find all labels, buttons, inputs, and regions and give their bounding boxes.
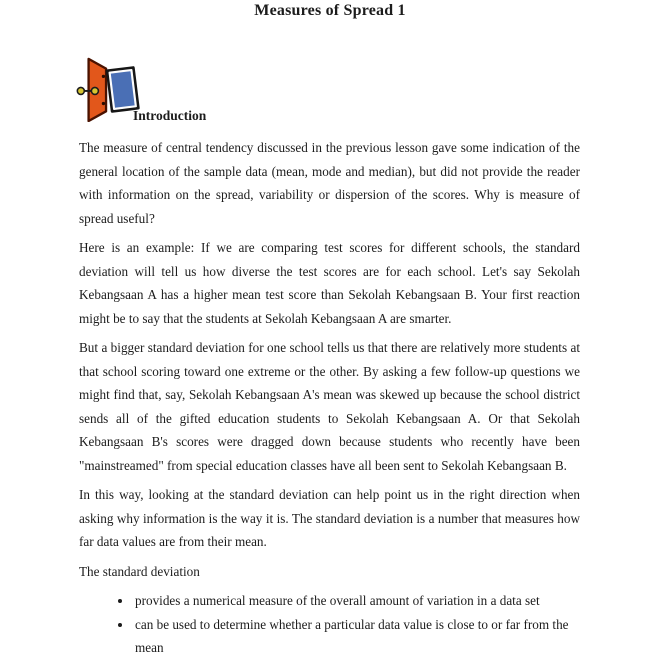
- door-panel: [106, 66, 140, 113]
- doorknob-outer: [77, 87, 84, 94]
- open-door-icon: [75, 56, 141, 122]
- paragraph-bigger-deviation: But a bigger standard deviation for one school tells us that there are relatively more students at that school scoring toward one extreme or the other. By asking a few follow-up questions we might find that, say, Sekolah Kebangsaan A's mean was skewed up because the school district sends all of the gifted education students to Sekolah Kebangsaan A. Or that Sekolah Kebangsaan B's scores were dragged down because students who recently have been "mainstreamed" from special education classes have all been sent to Sekolah Kebangsaan B.: [79, 340, 580, 473]
- bullet-list: [79, 589, 580, 660]
- list-intro: The standard deviation: [79, 563, 200, 579]
- paragraph-example-schools: Here is an example: If we are comparing test scores for different schools, the standard deviation will tell us how diverse the test scores are for each school. Let's say Sekolah Kebangsaan A has a higher mean test score than Sekolah Kebangsaan B. Your first reaction might be to say that the students at Sekolah Kebangsaan A are smarter.: [79, 240, 580, 326]
- paragraph-right-direction: In this way, looking at the standard deviation can help point us in the right direction when asking why information is the way it is. The standard deviation is a number that measures how far data values are from their mean.: [79, 487, 580, 549]
- bullet-item: • provides a numerical measure of the overall amount of variation in a data set: [133, 589, 580, 613]
- section-heading-introduction: Introduction: [133, 108, 207, 123]
- doorknob-inner: [91, 87, 98, 94]
- paragraph-central-tendency: The measure of central tendency discussed in the previous lesson gave some indication of the general location of the sample data (mean, mode and median), but did not provide the reader with information on the spread, variability or dispersion of the scores. Why is measure of spread useful?: [79, 140, 580, 226]
- door-hinge-top: [102, 75, 105, 78]
- document-body: [79, 136, 580, 660]
- door-hinge-bottom: [102, 102, 105, 105]
- page-title: Measures of Spread 1: [254, 2, 406, 19]
- bullet-item: • can be used to determine whether a particular data value is close to or far from the mean: [133, 613, 580, 660]
